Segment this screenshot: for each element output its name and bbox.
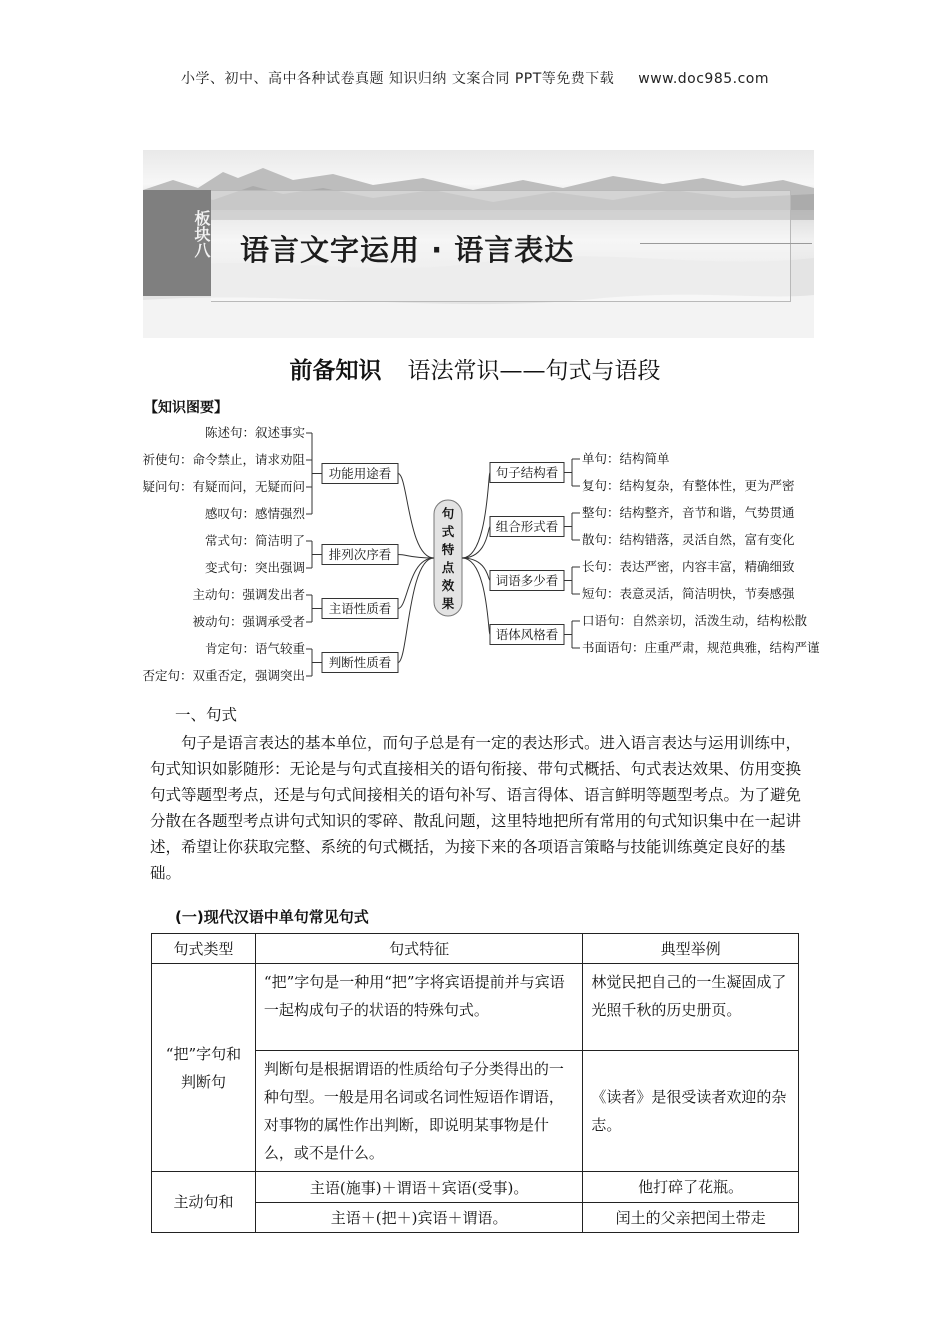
feature-cell: 判断句是根据谓语的性质给句子分类得出的一种句型。一般是用名词或名词性短语作谓语，对事物的属性作出判断，即说明某事物是什么，或不是什么。 — [255, 1051, 582, 1172]
right-item-label: 复句：结构复杂，有整体性，更为严密 — [582, 478, 795, 493]
table-subheading: (一)现代汉语中单句常见句式 — [175, 908, 369, 926]
right-branch-curve — [462, 527, 490, 559]
plate-rule — [640, 243, 812, 244]
plate-tag: 板块八 — [143, 190, 211, 296]
type-cell: “把”字句和判断句 — [152, 964, 256, 1172]
sentence-type-table — [151, 933, 799, 1233]
left-item-label: 变式句：突出强调 — [204, 560, 305, 575]
center-node-char: 特 — [441, 542, 455, 557]
feature-cell: “把”字句是一种用“把”字将宾语提前并与宾语一起构成句子的状语的特殊句式。 — [255, 964, 582, 1051]
table-row — [152, 1172, 799, 1203]
section-title-main: 语法常识——句式与语段 — [407, 358, 661, 384]
left-branch-curve — [398, 558, 434, 663]
right-group-label: 语体风格看 — [495, 627, 559, 642]
example-cell: 林觉民把自己的一生凝固成了光照千秋的历史册页。 — [583, 964, 799, 1051]
left-item-label: 陈述句：叙述事实 — [204, 425, 305, 440]
right-item-label: 长句：表达严密，内容丰富，精确细致 — [582, 559, 795, 574]
table-row — [152, 964, 799, 1051]
section-title — [0, 352, 950, 385]
type-cell: 主动句和 — [152, 1172, 256, 1233]
left-item-label: 否定句：双重否定，强调突出 — [142, 668, 305, 683]
right-item-label: 单句：结构简单 — [582, 451, 670, 466]
right-group-label: 组合形式看 — [495, 519, 559, 534]
center-node-char: 句 — [441, 506, 455, 521]
left-item-label: 被动句：强调承受者 — [192, 614, 305, 629]
center-node-char: 式 — [441, 524, 455, 539]
table-header: 句式类型 — [152, 934, 256, 964]
knowledge-mind-map — [140, 420, 820, 692]
right-branch-curve — [462, 473, 490, 559]
right-item-label: 口语句：自然亲切，活泼生动，结构松散 — [582, 613, 808, 628]
center-node-char: 点 — [441, 560, 455, 575]
feature-cell: 主语＋(把＋)宾语＋谓语。 — [255, 1203, 582, 1233]
left-item-label: 祈使句：命令禁止，请求劝阻 — [142, 452, 305, 467]
right-item-label: 散句：结构错落，灵活自然，富有变化 — [582, 532, 795, 547]
right-item-label: 整句：结构整齐，音节和谐，气势贯通 — [582, 505, 795, 520]
left-item-label: 感叹句：感情强烈 — [204, 506, 305, 521]
example-cell: 闰土的父亲把闰土带走 — [583, 1203, 799, 1233]
body-paragraph: 句子是语言表达的基本单位，而句子总是有一定的表达形式。进入语言表达与运用训练中，句式知识如影随形：无论是与句式直接相关的语句衔接、带句式概括、句式表达效果、仿用变换句式等题型考点，还是与句式间接相关的语句补写、语言得体、语言鲜明等题型考点。为了避免分散在各题型考点讲句式知识的零碎、散乱问题，这里特地把所有常用的句式知识集中在一起讲述，希望让你获取完整、系统的句式概括，为接下来的各项语言策略与技能训练奠定良好的基础。 — [150, 734, 802, 882]
table-header: 典型举例 — [583, 934, 799, 964]
header-site[interactable]: www.doc985.com — [638, 71, 770, 87]
knowledge-map-label: 【知识图要】 — [144, 400, 228, 416]
right-branch-curve — [462, 558, 490, 635]
table-header: 句式特征 — [255, 934, 582, 964]
right-item-label: 书面语句：庄重严肃，规范典雅，结构严谨 — [582, 640, 820, 655]
section-title-prefix: 前备知识 — [289, 357, 382, 384]
left-item-label: 主动句：强调发出者 — [192, 587, 305, 602]
right-item-label: 短句：表意灵活，简洁明快，节奏感强 — [582, 586, 795, 601]
example-cell: 他打碎了花瓶。 — [583, 1172, 799, 1203]
example-cell: 《读者》是很受读者欢迎的杂志。 — [583, 1051, 799, 1172]
page-header — [0, 68, 950, 88]
feature-cell: 主语(施事)＋谓语＋宾语(受事)。 — [255, 1172, 582, 1203]
left-group-label: 主语性质看 — [328, 601, 392, 616]
left-item-label: 常式句：简洁明了 — [204, 533, 305, 548]
left-item-label: 疑问句：有疑而问，无疑而问 — [142, 479, 305, 494]
center-node-char: 效 — [441, 578, 455, 593]
left-group-label: 判断性质看 — [328, 655, 392, 670]
left-group-label: 功能用途看 — [328, 466, 392, 481]
right-branch-curve — [462, 558, 490, 581]
right-group-label: 句子结构看 — [495, 465, 559, 480]
left-item-label: 肯定句：语气较重 — [204, 641, 305, 656]
center-node-char: 果 — [441, 596, 455, 611]
left-group-label: 排列次序看 — [328, 547, 392, 562]
table-header-row — [152, 934, 799, 964]
body-heading: 一、句式 — [175, 706, 238, 724]
plate-title: 语言文字运用 · 语言表达 — [240, 233, 575, 267]
right-group-label: 词语多少看 — [495, 573, 559, 588]
header-text: 小学、初中、高中各种试卷真题 知识归纳 文案合同 PPT等免费下载 — [180, 71, 615, 87]
left-branch-curve — [398, 474, 434, 559]
